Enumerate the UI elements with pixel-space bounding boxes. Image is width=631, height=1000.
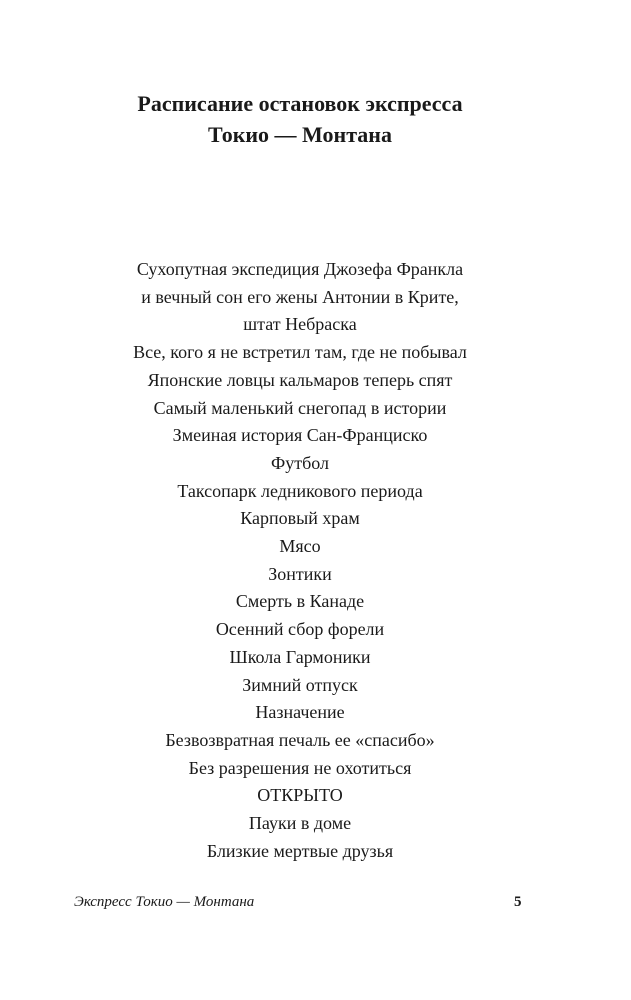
- list-item: и вечный сон его жены Антонии в Крите,: [141, 286, 459, 307]
- list-item: Зимний отпуск: [242, 674, 358, 695]
- list-item: Карповый храм: [240, 508, 360, 529]
- list-item: Без разрешения не охотиться: [188, 757, 412, 778]
- list-item: Змеиная история Сан-Франциско: [172, 425, 428, 446]
- list-item: ОТКРЫТО: [257, 785, 343, 806]
- list-item: Близкие мертвые друзья: [206, 840, 394, 861]
- list-item: Смерть в Канаде: [235, 591, 365, 612]
- list-item: Сухопутная экспедиция Джозефа Франкла: [136, 259, 464, 279]
- page-number: 5: [514, 894, 522, 910]
- list-item: Осенний сбор форели: [215, 619, 385, 640]
- list-item: Назначение: [255, 702, 345, 723]
- list-item: Мясо: [279, 536, 321, 557]
- list-item: Школа Гармоники: [229, 646, 371, 667]
- page-title-line-1: Расписание остановок экспресса: [137, 91, 463, 116]
- list-item: Все, кого я не встретил там, где не побывал: [133, 342, 467, 363]
- list-item: Самый маленький снегопад в истории: [153, 397, 447, 418]
- list-item: Японские ловцы кальмаров теперь спят: [147, 369, 453, 390]
- list-item: Таксопарк ледникового периода: [177, 480, 423, 501]
- list-item: штат Небраска: [243, 314, 357, 335]
- list-item: Футбол: [271, 452, 329, 473]
- page-title-line-2: Токио — Монтана: [208, 122, 392, 147]
- list-item: Пауки в доме: [248, 813, 352, 834]
- list-item: Безвозвратная печаль ее «спасибо»: [165, 729, 435, 750]
- list-item: Зонтики: [268, 563, 332, 584]
- contents-list: [0, 256, 600, 865]
- running-title: Экспресс Токио — Монтана: [74, 894, 255, 910]
- page-title: [0, 88, 600, 150]
